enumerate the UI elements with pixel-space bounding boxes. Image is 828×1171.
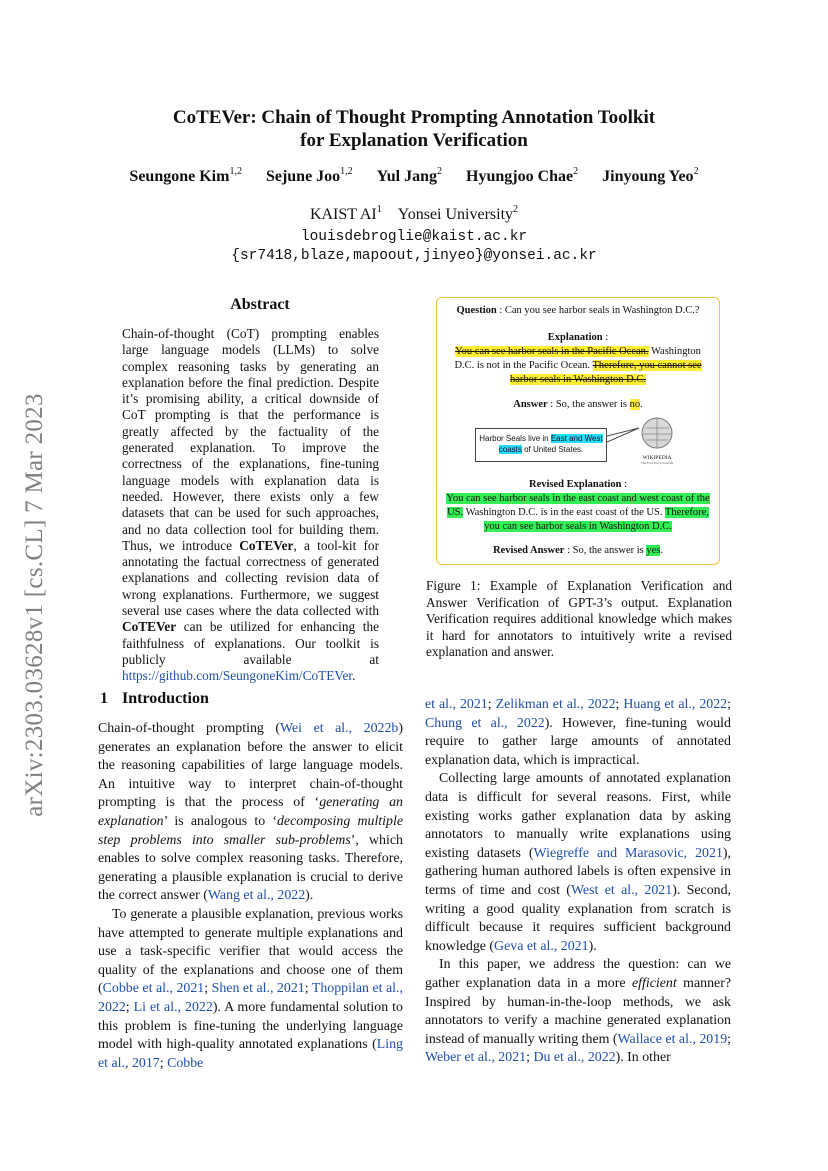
citation[interactable]: Wang et al., 2022 — [207, 888, 306, 904]
author: Yul Jang$^2$ — [376, 166, 442, 185]
citation[interactable]: Chung et al., 2022 — [425, 715, 545, 731]
citation[interactable]: Weber et al., 2021 — [425, 1050, 527, 1066]
author: Jinyoung Yeo$^2$ — [602, 166, 699, 185]
left-column-text: Chain-of-thought prompting (Wei et al., 2022b) generates an explanation before the answer to elicit the reasoning capabilities of large language models. An intuitive way to interpret chain-of-thought prompting is that the process of ‘generating an explanation’ is analogous to ‘decomposing multiple step problems into smaller sub-problems’, which enables to solve complex reasoning tasks. Therefore, generating a plausible explanation is crucial to derive the correct answer (Wang et al., 2022). To generate a plausible explanation, previous works have attempted to generate multiple explanations and use a task-specific verifier that would access the quality of the explanations and choose one of them (Cobbe et al., 2021; Shen et al., 2021; Thoppilan et al., 2022; Li et al., 2022). A more fundamental solution to this problem is fine-tuning the underlying language model with high-quality annotated explanations (Ling et al., 2017; Cobbe — [98, 721, 403, 1071]
section-heading-introduction: 1 Introduction — [100, 690, 209, 707]
citation[interactable]: Zelikman et al., 2022 — [495, 697, 616, 712]
citation[interactable]: Geva et al., 2021 — [494, 938, 589, 954]
figure-1 — [436, 297, 720, 565]
abstract-text: Chain-of-thought (CoT) prompting enables large language models (LLMs) to solve complex reasoning tasks by generating an explanation before the final prediction. Despite it’s promising ability, a critical downside of CoT prompting is that the performance is greatly affected by the factuality of the generated explanation. To improve the correctness of the explanations, fine-tuning language models with explanation data is needed. However, there exists only a few datasets that can be used for such approaches, and no data collection tool for building them. Thus, we introduce CoTEVer, a tool-kit for annotating the factual correctness of generated explanations and collecting revision data of wrong explanations. Furthermore, we suggest several use cases where the data collected with CoTEVer can be utilized for enhancing the faithfulness of explanations. Our toolkit is publicly available at https://github.com/SeungoneKim/CoTEVer. — [122, 326, 379, 684]
figure-revised-explanation: You can see harbor seals in the east coast and west coast of the US. Washington D.C. is in the east coast of the US. Therefore, you can see harbor seals in Washington D.C. — [446, 493, 710, 532]
figure-revised-label: Revised Explanation : — [528, 479, 628, 490]
citation[interactable]: et al., 2021 — [425, 697, 488, 712]
email-yonsei: {sr7418,blaze,mapoout,jinyeo}@yonsei.ac.kr — [231, 248, 597, 264]
citation[interactable]: Thoppilan et al., 2022 — [98, 981, 403, 1015]
citation[interactable]: Shen et al., 2021 — [211, 981, 305, 997]
author-list — [100, 168, 728, 186]
figure-question: Question : Can you see harbor seals in Washington D.C.? — [456, 305, 700, 316]
citation[interactable]: Ling et al., 2017 — [98, 1037, 403, 1071]
citation[interactable]: Li et al., 2022 — [133, 999, 213, 1015]
figure-caption: Figure 1: Example of Explanation Verification and Answer Verification of GPT-3’s output. Explanation Verification requires additional knowledge which makes it hard for annotators to intuitively write a revised explanation and answer. — [426, 578, 732, 660]
wikipedia-logo-icon: WIKIPEDIA The Free Encyclopedia — [637, 416, 677, 462]
abstract-heading: Abstract — [230, 296, 290, 313]
paper-title: CoTEVer: Chain of Thought Prompting Annotation Toolkit for Explanation Verification — [172, 107, 656, 151]
github-link[interactable]: https://github.com/SeungoneKim/CoTEVer — [122, 668, 353, 684]
affiliations: KAIST $AI^1$ Yonsei University$^2$ — [309, 204, 519, 223]
callout-pointer-icon — [607, 426, 641, 448]
right-column-text: et al., 2021; Zelikman et al., 2022; Huang et al., 2022; Chung et al., 2022). However, fine-tuning would require to gather large amounts of annotated explanation data, which is impractical. Collecting large amounts of annotated explanation data is difficult for several reasons. First, while existing works gather explanation data by asking annotators to manually write explanations using existing datasets (Wiegreffe and Marasovic, 2021), gathering human authored labels is often expensive in terms of time and cost (West et al., 2021). Second, writing a good quality explanation from scratch is difficult because it requires sufficient background knowledge (Geva et al., 2021). In this paper, we address the question: can we gather explanation data in a more efficient manner? Inspired by human-in-the-loop methods, we ask annotators to verify a machine generated explanation instead of manually writing them (Wallace et al., 2019; Weber et al., 2021; Du et al., 2022). In other — [425, 697, 732, 1066]
citation[interactable]: Cobbe et al., 2021 — [102, 981, 205, 997]
citation[interactable]: West et al., 2021 — [570, 882, 673, 898]
figure-answer: Answer : So, the answer is no. — [513, 399, 643, 410]
author: Sejune Joo$^{1,2}$ — [265, 166, 353, 185]
citation[interactable]: Huang et al., 2022 — [623, 697, 728, 712]
figure-explanation-label: Explanation : — [547, 332, 609, 343]
citation[interactable]: Cobbe — [167, 1055, 204, 1071]
author: Hyungjoo Chae$^2$ — [466, 166, 579, 185]
citation[interactable]: Wallace et al., 2019 — [617, 1031, 728, 1047]
arxiv-watermark: arXiv:2303.03628v1 [cs.CL] 7 Mar 2023 — [21, 393, 48, 817]
wiki-evidence-box: Harbor Seals live in East and West coasts of United States. — [475, 428, 607, 462]
citation[interactable]: Wiegreffe and Marasovic, 2021 — [533, 845, 723, 861]
citation[interactable]: Wei et al., 2022b — [280, 721, 399, 736]
figure-explanation: You can see harbor seals in the Pacific Ocean. Washington D.C. is not in the Pacific Ocean. Therefore, you cannot see harbor seals in Washington D.C. — [454, 346, 702, 385]
figure-revised-answer: Revised Answer : So, the answer is yes. — [492, 545, 664, 556]
citation[interactable]: Du et al., 2022 — [533, 1050, 616, 1066]
author: Seungone Kim$^{1,2}$ — [129, 166, 242, 185]
email-kaist: louisdebroglie@kaist.ac.kr — [300, 229, 528, 245]
